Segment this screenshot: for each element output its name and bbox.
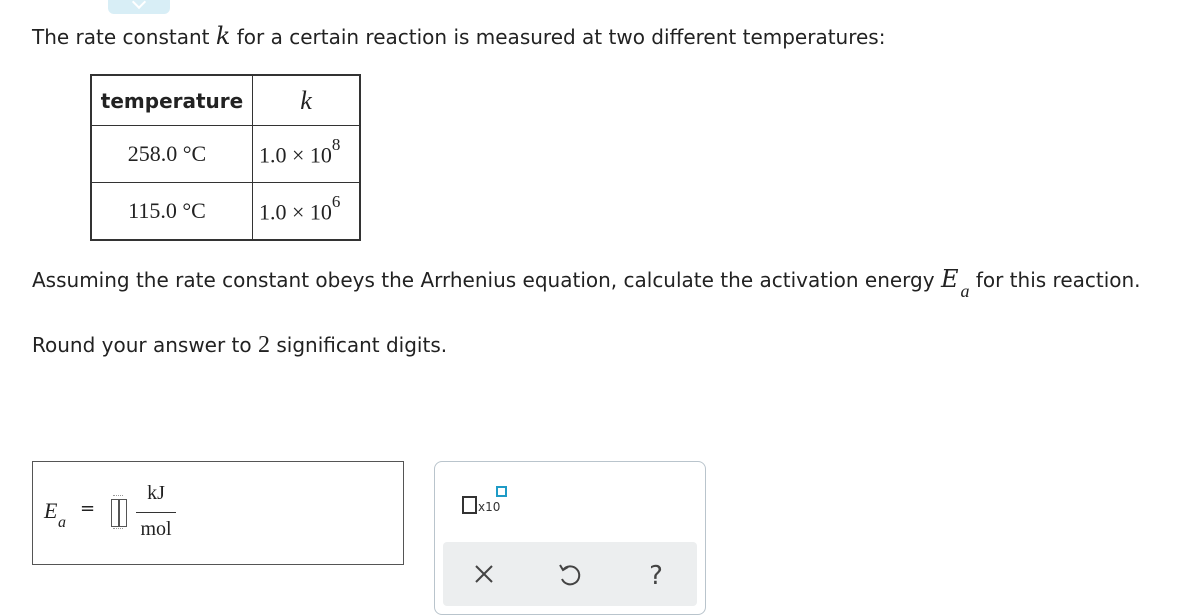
x10-label: x10 xyxy=(478,500,501,514)
x10-button[interactable] xyxy=(458,484,514,518)
mantissa-box-icon xyxy=(462,496,477,514)
answer-input[interactable] xyxy=(111,495,125,529)
round-text-before: Round your answer to xyxy=(32,333,258,357)
clear-button[interactable] xyxy=(464,554,504,594)
exponent-box-icon xyxy=(496,486,507,497)
answer-variable: E xyxy=(44,498,58,523)
digits-count: 2 xyxy=(258,332,270,358)
k-cell xyxy=(253,126,361,183)
k-exponent: 8 xyxy=(331,135,341,155)
question-text xyxy=(32,267,1141,303)
temperature-cell: 115.0 °C xyxy=(91,183,253,241)
table-row xyxy=(91,126,360,183)
question-text-before: Assuming the rate constant obeys the Arrhenius equation, calculate the activation energy xyxy=(32,268,941,292)
table-header-row xyxy=(91,75,360,126)
question-text-after: for this reaction. xyxy=(969,268,1141,292)
answer-variable-subscript: a xyxy=(58,514,66,531)
help-button[interactable] xyxy=(636,554,676,594)
collapse-tab[interactable] xyxy=(108,0,170,14)
k-cell xyxy=(253,183,361,241)
equals-sign: = xyxy=(80,498,96,519)
unit-numerator: kJ xyxy=(147,482,165,504)
table-row xyxy=(91,183,360,241)
unit-denominator: mol xyxy=(140,518,172,540)
input-box-right xyxy=(119,499,127,527)
intro-text-before: The rate constant xyxy=(32,25,216,49)
fraction-bar xyxy=(136,512,176,513)
temperature-cell: 258.0 °C xyxy=(91,126,253,183)
intro-text xyxy=(32,24,885,49)
close-icon xyxy=(464,554,504,594)
ea-symbol: E xyxy=(940,265,959,293)
header-temperature: temperature xyxy=(91,75,253,126)
help-label: ? xyxy=(649,561,663,591)
input-bottom-marker xyxy=(113,528,123,531)
help-icon xyxy=(636,554,676,594)
k-mantissa: 1.0 × 10 xyxy=(259,142,332,168)
rate-constant-table xyxy=(90,74,361,241)
header-k: k xyxy=(253,75,361,126)
undo-icon xyxy=(550,554,590,594)
ea-subscript: a xyxy=(960,281,970,301)
input-box-left xyxy=(111,499,119,527)
round-text xyxy=(32,333,447,357)
input-top-marker xyxy=(113,495,123,498)
round-text-after: significant digits. xyxy=(270,333,448,357)
chevron-down-icon xyxy=(132,0,146,9)
undo-button[interactable] xyxy=(550,554,590,594)
k-exponent: 6 xyxy=(331,192,341,212)
k-symbol: k xyxy=(215,22,231,50)
intro-text-after: for a certain reaction is measured at two different temperatures: xyxy=(230,25,886,49)
k-mantissa: 1.0 × 10 xyxy=(259,199,332,225)
